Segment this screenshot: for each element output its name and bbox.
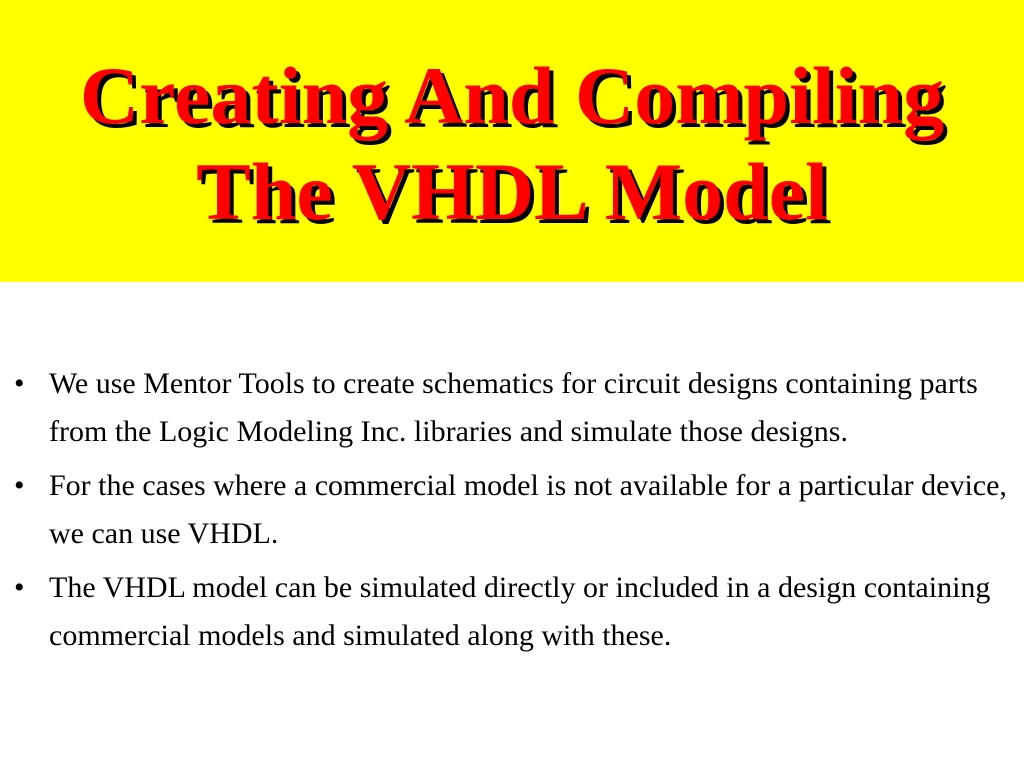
slide-title-line-2: The VHDL Model — [196, 146, 828, 237]
bullet-text: We use Mentor Tools to create schematics for circuit designs containing parts from the Logic Modeling Inc. libraries and simulate those designs. — [49, 367, 978, 448]
bullet-item — [0, 462, 1024, 558]
slide-title-line-1: Creating And Compiling — [79, 50, 945, 141]
bullet-item — [0, 360, 1024, 456]
bullet-dot-icon: • — [14, 571, 25, 604]
bullet-item — [0, 564, 1024, 660]
bullet-dot-icon: • — [14, 367, 25, 400]
bullet-text: For the cases where a commercial model is not available for a particular device, we can use VHDL. — [49, 469, 1007, 550]
bullet-dot-icon: • — [14, 469, 25, 502]
bullet-list — [0, 360, 1024, 666]
title-banner — [0, 0, 1024, 282]
bullet-text: The VHDL model can be simulated directly or included in a design containing commercial models and simulated along with these. — [49, 571, 991, 652]
